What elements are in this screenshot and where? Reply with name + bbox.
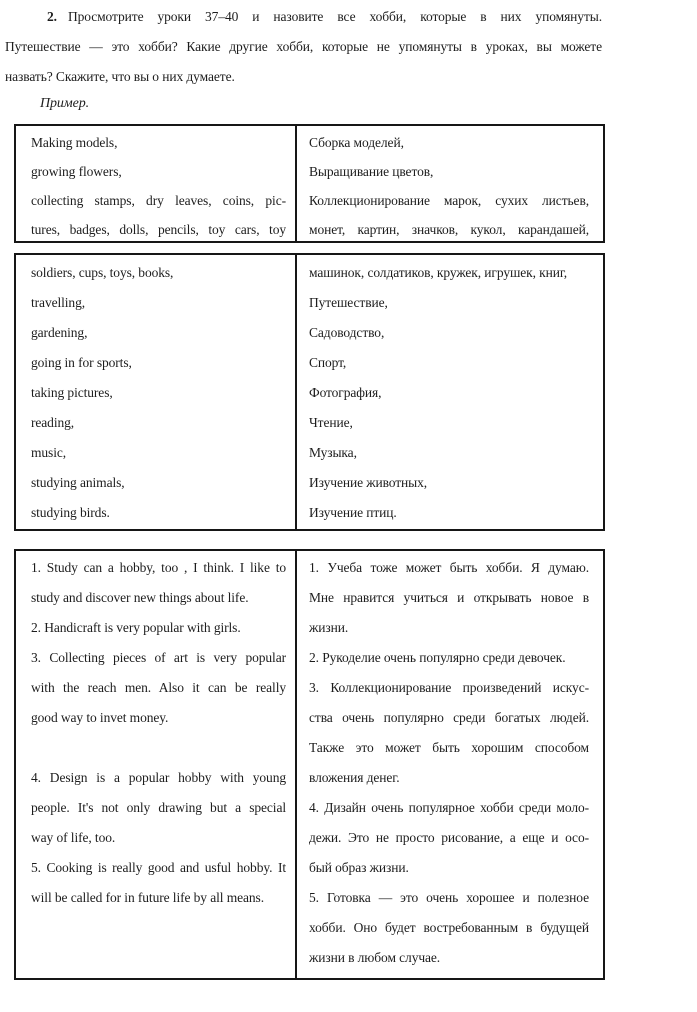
blank-line: [31, 733, 286, 763]
text-line: Музыка,: [309, 445, 357, 460]
text-line: 2. Handicraft is very popular with girls.: [31, 620, 241, 635]
table-cell-russian: [297, 255, 603, 529]
text-line: Мне нравится учиться и открывать новое в: [309, 590, 589, 605]
text-line: 4. Дизайн очень популярное хобби среди моло-: [309, 800, 589, 815]
text-line: gardening,: [31, 325, 88, 340]
example-table-block-1: [14, 124, 605, 243]
text-line: 5. Готовка — это очень хорошее и полезное: [309, 890, 589, 905]
text-line: машинок, солдатиков, кружек, игрушек, книг,: [309, 265, 568, 280]
table-cell-russian: [297, 126, 603, 241]
text-line: Спорт,: [309, 355, 347, 370]
header-line-1: [5, 2, 602, 32]
text-line: 4. Design is a popular hobby with young: [31, 770, 286, 785]
text-line: дежи. Это не просто рисование, а еще и осо-: [309, 830, 589, 845]
text-line: soldiers, cups, toys, books,: [31, 265, 174, 280]
text-line: Фотография,: [309, 385, 382, 400]
text-line: way of life, too.: [31, 830, 116, 845]
text-line: Изучение птиц.: [309, 505, 397, 520]
text-line: монет, картин, значков, кукол, карандашей,: [309, 222, 589, 237]
text-line: travelling,: [31, 295, 86, 310]
text-line: ства очень популярно среди богатых людей.: [309, 710, 589, 725]
answers-table: [14, 549, 605, 980]
text-line: вложения денег.: [309, 770, 400, 785]
exercise-number: 2.: [47, 9, 57, 24]
exercise-header: [5, 2, 602, 92]
table-cell-english: [16, 551, 297, 978]
text-line: Путешествие,: [309, 295, 388, 310]
text-line: 1. Study can a hobby, too , I think. I like to: [31, 560, 286, 575]
text-line: with the reach men. Also it can be really: [31, 680, 286, 695]
text-line: жизни в любом случае.: [309, 950, 441, 965]
text-line: Изучение животных,: [309, 475, 428, 490]
text-line: study and discover new things about life.: [31, 590, 249, 605]
text-line: Также это может быть хорошим способом: [309, 740, 589, 755]
table-cell-russian: [297, 551, 603, 978]
text-line: бый образ жизни.: [309, 860, 409, 875]
header-line-3: назвать? Скажите, что вы о них думаете.: [5, 69, 235, 84]
text-line: жизни.: [309, 620, 349, 635]
text-line: people. It's not only drawing but a special: [31, 800, 286, 815]
text-line: going in for sports,: [31, 355, 132, 370]
text-line: хобби. Оно будет востребованным в будущей: [309, 920, 589, 935]
table-cell-english: [16, 255, 297, 529]
text-line: 3. Collecting pieces of art is very popular: [31, 650, 286, 665]
text-line: collecting stamps, dry leaves, coins, pic-: [31, 193, 286, 208]
example-label: Пример.: [40, 96, 90, 111]
text-line: 2. Рукоделие очень популярно среди девочек.: [309, 650, 566, 665]
text-line: 3. Коллекционирование произведений искус-: [309, 680, 589, 695]
text-line: studying animals,: [31, 475, 125, 490]
text-line: tures, badges, dolls, pencils, toy cars, toy: [31, 222, 286, 237]
table-cell-english: [16, 126, 297, 241]
text-line: reading,: [31, 415, 75, 430]
text-line: taking pictures,: [31, 385, 113, 400]
text-line: music,: [31, 445, 67, 460]
text-line: Садоводство,: [309, 325, 385, 340]
text-line: studying birds.: [31, 505, 110, 520]
text-line: good way to invet money.: [31, 710, 169, 725]
example-table-block-2: [14, 253, 605, 531]
text-line: 1. Учеба тоже может быть хобби. Я думаю.: [309, 560, 589, 575]
header-line-2: Путешествие — это хобби? Какие другие хобби, которые не упомянуты в уроках, вы можете: [5, 39, 602, 54]
header-line-1-text: Просмотрите уроки 37–40 и назовите все хобби, которые в них упомянуты.: [67, 9, 602, 24]
text-line: will be called for in future life by all means.: [31, 890, 264, 905]
text-line: Коллекционирование марок, сухих листьев,: [309, 193, 589, 208]
text-line: Сборка моделей,: [309, 135, 404, 150]
text-line: Выращивание цветов,: [309, 164, 434, 179]
text-line: Making models,: [31, 135, 118, 150]
text-line: Чтение,: [309, 415, 353, 430]
text-line: growing flowers,: [31, 164, 122, 179]
text-line: 5. Cooking is really good and usful hobby. It: [31, 860, 286, 875]
